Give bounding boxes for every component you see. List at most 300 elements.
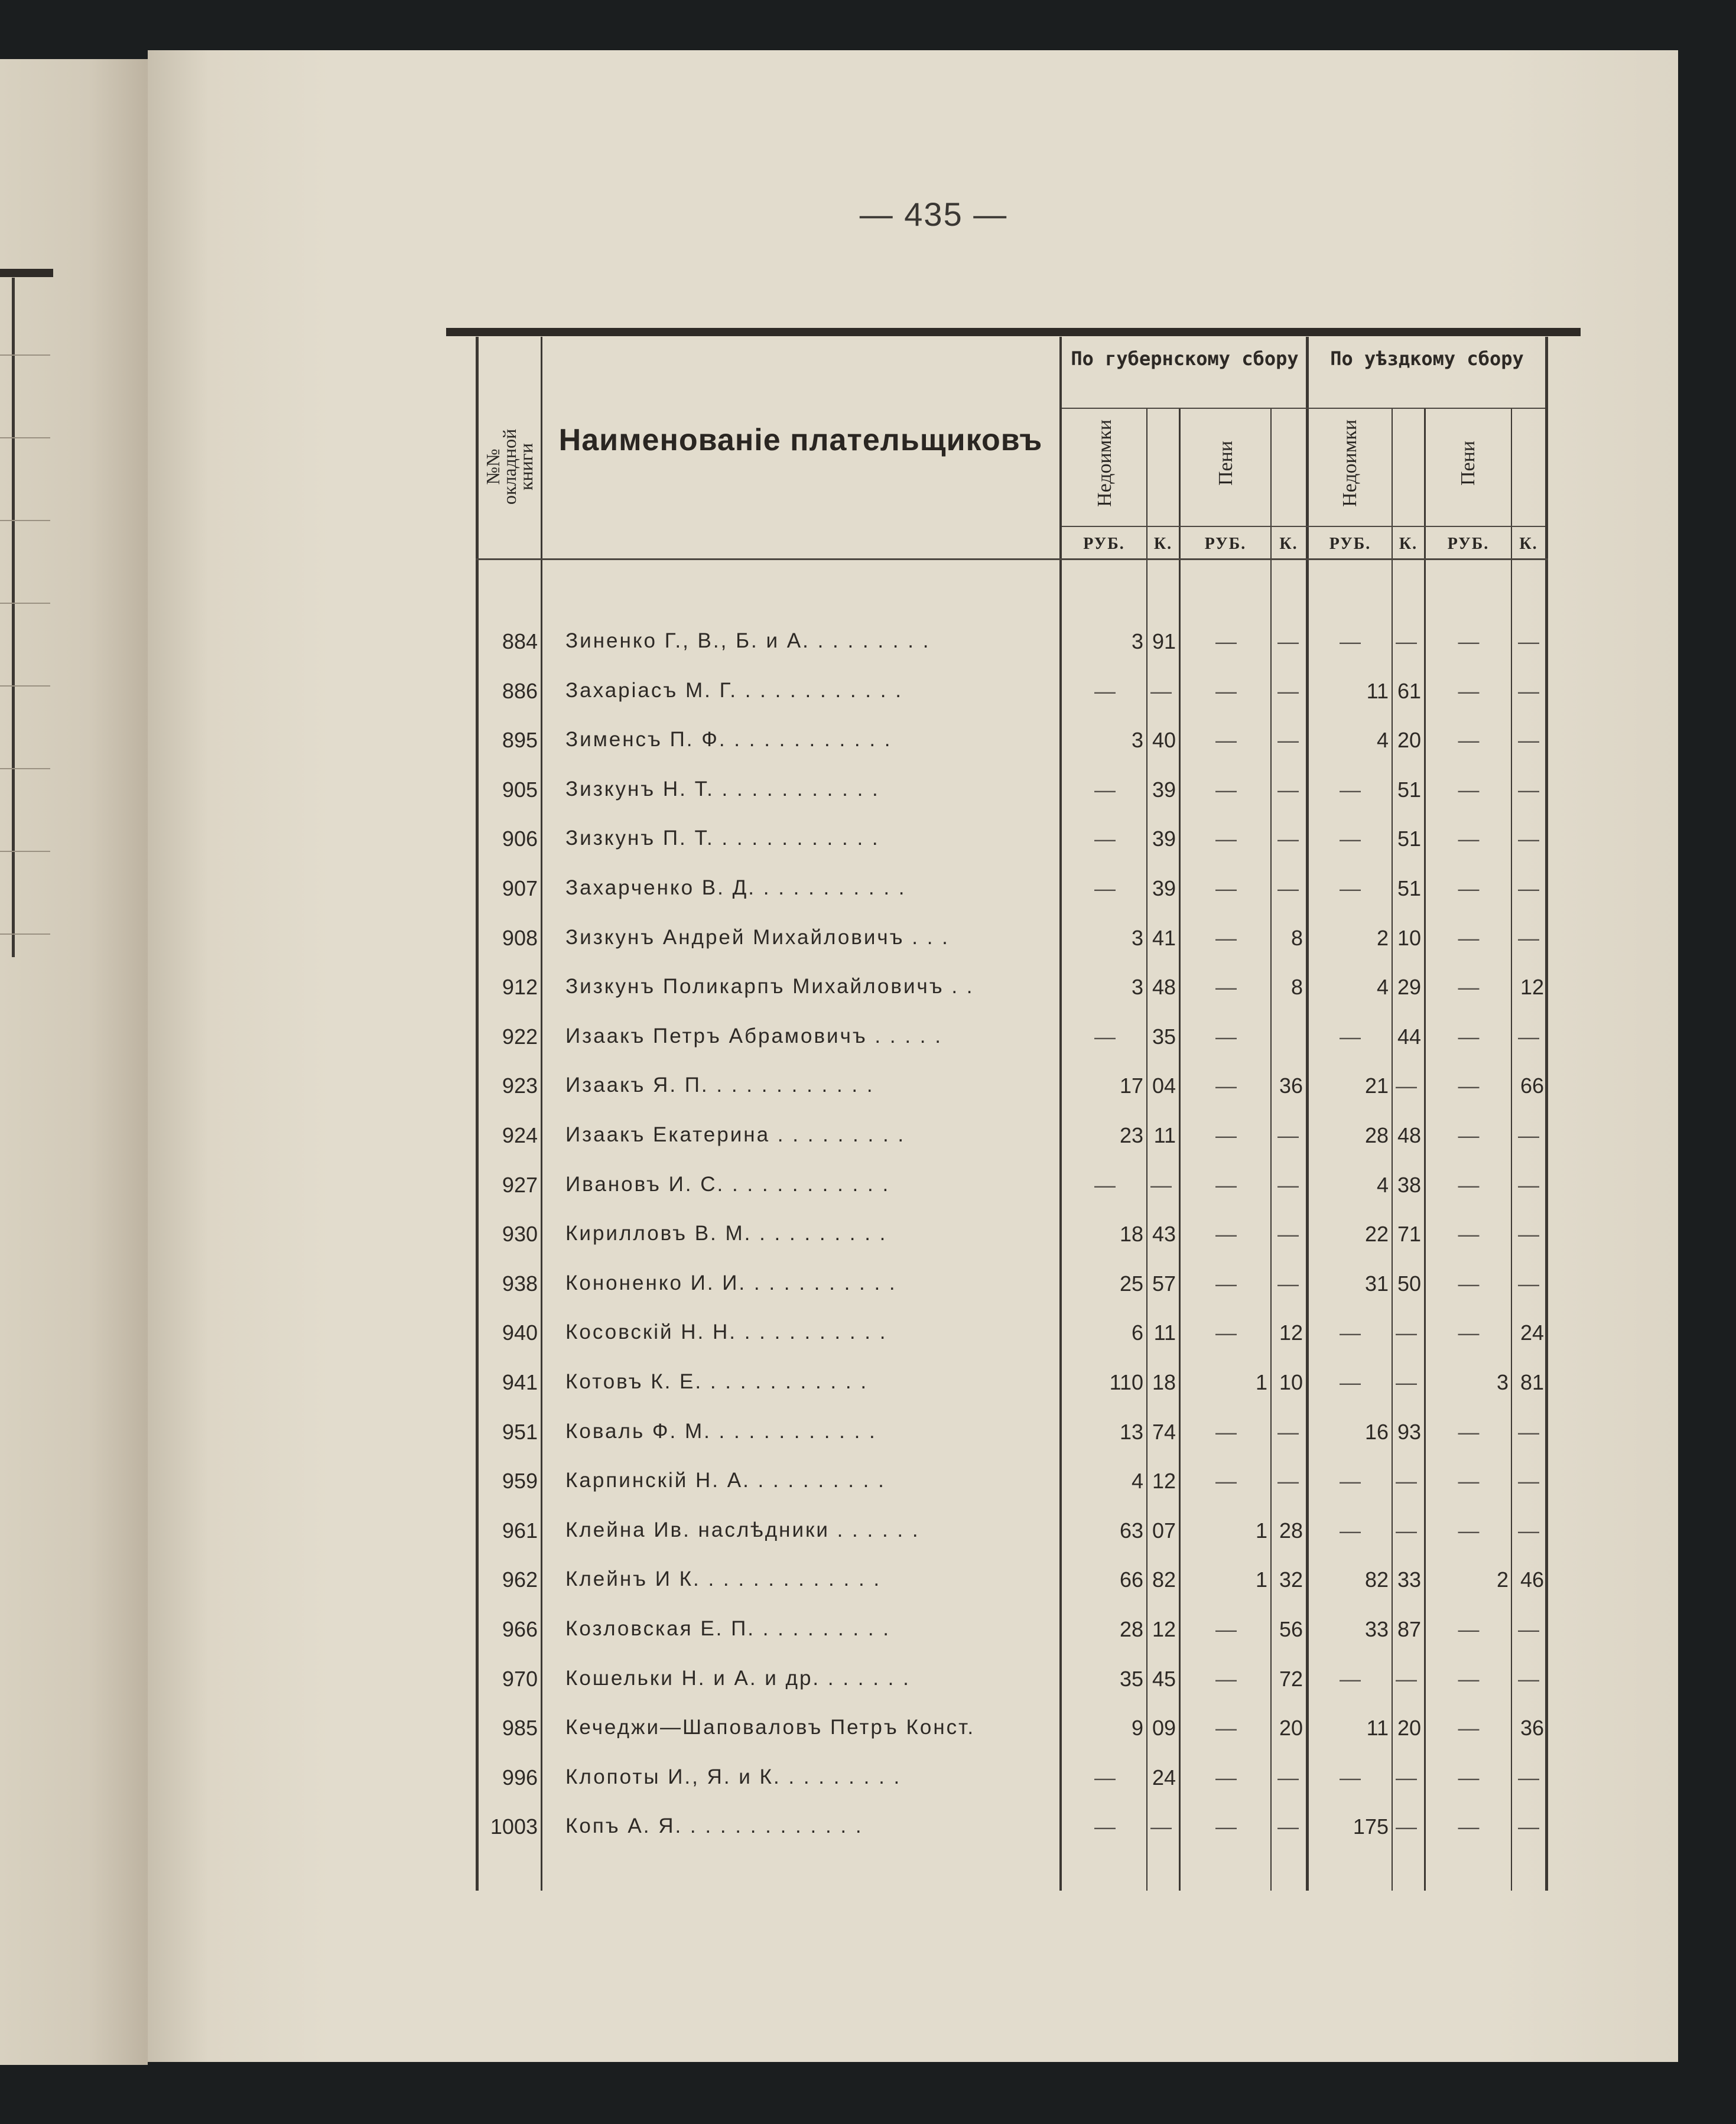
document-page	[148, 50, 1678, 2062]
amount-cell: —	[1458, 1222, 1480, 1247]
amount-cell: —	[1340, 1370, 1361, 1394]
amount-cell: —	[1458, 925, 1480, 950]
amount-cell: 24	[1520, 1320, 1544, 1345]
amount-cell: —	[1458, 1271, 1480, 1296]
left-page-row-rule	[0, 933, 50, 935]
amount-cell: —	[1458, 876, 1480, 900]
payer-name-cell: Кирилловъ В. М. . . . . . . . . .	[565, 1222, 887, 1245]
amount-cell: 1	[1255, 1567, 1267, 1592]
amount-cell: —	[1458, 629, 1480, 653]
gub-peni-heading: Пени	[1215, 440, 1237, 486]
table-row	[476, 674, 1548, 710]
amount-cell: —	[1518, 1518, 1539, 1543]
book-number-cell: 908	[502, 925, 538, 950]
book-number-cell: 907	[502, 876, 538, 900]
amount-cell: —	[1215, 777, 1237, 802]
amount-cell: 74	[1152, 1419, 1176, 1444]
payer-name-cell: Зизкунъ Андрей Михайловичъ . . .	[565, 925, 950, 949]
amount-cell: —	[1458, 777, 1480, 802]
amount-cell: —	[1277, 728, 1299, 753]
amount-cell: 18	[1119, 1222, 1143, 1247]
table-row	[476, 1514, 1548, 1549]
amount-cell: 45	[1152, 1666, 1176, 1691]
amount-cell: —	[1340, 827, 1361, 851]
payer-name-cell: Кононенко И. И. . . . . . . . . . .	[565, 1271, 897, 1294]
amount-cell: —	[1518, 1172, 1539, 1197]
amount-cell: —	[1215, 678, 1237, 703]
amount-cell: —	[1215, 827, 1237, 851]
amount-cell: 63	[1119, 1518, 1143, 1543]
amount-cell: 48	[1152, 975, 1176, 1000]
amount-cell: 39	[1152, 876, 1176, 900]
amount-cell: —	[1396, 1074, 1417, 1098]
amount-cell: 20	[1397, 1716, 1421, 1741]
amount-cell: 16	[1364, 1419, 1389, 1444]
amount-cell: —	[1215, 1814, 1237, 1839]
table-row	[476, 773, 1548, 808]
amount-cell: 44	[1397, 1024, 1421, 1049]
amount-cell: 3	[1131, 975, 1143, 1000]
amount-cell: —	[1518, 1666, 1539, 1691]
book-number-cell: 923	[502, 1074, 538, 1098]
amount-cell: —	[1215, 1024, 1237, 1049]
amount-cell: —	[1215, 1716, 1237, 1741]
rub-unit: РУБ.	[1447, 535, 1490, 553]
payers-table	[476, 337, 1548, 1891]
table-rule	[1545, 337, 1548, 1891]
kop-unit: К.	[1153, 535, 1173, 553]
header-rule	[1062, 408, 1545, 409]
amount-cell: —	[1458, 1074, 1480, 1098]
amount-cell: 09	[1152, 1716, 1176, 1741]
table-row	[476, 1316, 1548, 1351]
amount-cell: 4	[1131, 1469, 1143, 1494]
amount-cell: —	[1518, 1222, 1539, 1247]
book-number-cell: 940	[502, 1320, 538, 1345]
book-number-cell: 961	[502, 1518, 538, 1543]
amount-cell: —	[1396, 1320, 1417, 1345]
amount-cell: 8	[1290, 925, 1303, 950]
table-row	[476, 1662, 1548, 1697]
amount-cell: —	[1458, 1765, 1480, 1790]
amount-cell: —	[1518, 925, 1539, 950]
amount-cell: —	[1396, 1814, 1417, 1839]
payer-name-cell: Изаакъ Петръ Абрамовичъ . . . . .	[565, 1024, 942, 1048]
amount-cell: 61	[1397, 678, 1421, 703]
amount-cell: 04	[1152, 1074, 1176, 1098]
amount-cell: 3	[1496, 1370, 1509, 1394]
left-page-fragment	[0, 59, 148, 2065]
amount-cell: —	[1518, 1123, 1539, 1147]
table-row	[476, 1612, 1548, 1648]
amount-cell: 10	[1279, 1370, 1303, 1394]
amount-cell: —	[1458, 1617, 1480, 1641]
amount-cell: —	[1396, 1666, 1417, 1691]
left-page-row-rule	[0, 851, 50, 852]
amount-cell: —	[1396, 1370, 1417, 1394]
left-page-row-rule	[0, 354, 50, 356]
amount-cell: 12	[1152, 1617, 1176, 1641]
amount-cell: —	[1094, 1765, 1116, 1790]
amount-cell: —	[1518, 1024, 1539, 1049]
table-row	[476, 1020, 1548, 1055]
amount-cell: —	[1340, 629, 1361, 653]
amount-cell: 28	[1119, 1617, 1143, 1641]
left-page-row-rule	[0, 768, 50, 769]
kop-unit: К.	[1279, 535, 1298, 553]
kop-unit: К.	[1399, 535, 1418, 553]
amount-cell: 39	[1152, 827, 1176, 851]
amount-cell: —	[1215, 728, 1237, 753]
amount-cell: —	[1094, 777, 1116, 802]
amount-cell: —	[1215, 925, 1237, 950]
book-number-cell: 922	[502, 1024, 538, 1049]
amount-cell: 4	[1376, 975, 1389, 1000]
table-row	[476, 1711, 1548, 1746]
amount-cell: —	[1458, 827, 1480, 851]
amount-cell: 41	[1152, 925, 1176, 950]
book-number-cell: 966	[502, 1617, 538, 1641]
amount-cell: —	[1215, 975, 1237, 1000]
amount-cell: —	[1277, 1814, 1299, 1839]
amount-cell: 9	[1131, 1716, 1143, 1741]
payer-name-cell: Захаріасъ М. Г. . . . . . . . . . . .	[565, 678, 903, 702]
amount-cell: 110	[1109, 1370, 1143, 1394]
table-row	[476, 624, 1548, 660]
table-row	[476, 1464, 1548, 1500]
book-number-cell: 996	[502, 1765, 538, 1790]
amount-cell: —	[1458, 1024, 1480, 1049]
amount-cell: —	[1094, 1172, 1116, 1197]
amount-cell: 48	[1397, 1123, 1421, 1147]
amount-cell: —	[1215, 1765, 1237, 1790]
table-row	[476, 1761, 1548, 1796]
payer-name-cell: Захарченко В. Д. . . . . . . . . . .	[565, 876, 906, 899]
amount-cell: —	[1277, 777, 1299, 802]
amount-cell: —	[1396, 1518, 1417, 1543]
amount-cell: —	[1215, 1419, 1237, 1444]
amount-cell: —	[1215, 1222, 1237, 1247]
uezd-nedoimki-heading: Недоимки	[1339, 419, 1361, 507]
amount-cell: 11	[1153, 1123, 1176, 1147]
amount-cell: 66	[1520, 1074, 1544, 1098]
amount-cell: —	[1215, 1617, 1237, 1641]
amount-cell: —	[1340, 777, 1361, 802]
amount-cell: —	[1094, 1024, 1116, 1049]
amount-cell: —	[1094, 876, 1116, 900]
amount-cell: —	[1396, 1469, 1417, 1494]
amount-cell: —	[1518, 1419, 1539, 1444]
payer-name-cell: Кошельки Н. и А. и др. . . . . . .	[565, 1666, 911, 1690]
amount-cell: —	[1458, 975, 1480, 1000]
amount-cell: 11	[1366, 678, 1389, 703]
payer-name-cell: Копъ А. Я. . . . . . . . . . . . .	[565, 1814, 863, 1838]
amount-cell: 3	[1131, 925, 1143, 950]
rub-unit: РУБ.	[1329, 535, 1371, 553]
table-top-rule	[446, 328, 1581, 336]
amount-cell: 3	[1131, 728, 1143, 753]
amount-cell: 81	[1520, 1370, 1544, 1394]
amount-cell: 35	[1152, 1024, 1176, 1049]
amount-cell: —	[1396, 629, 1417, 653]
amount-cell: 66	[1119, 1567, 1143, 1592]
payer-name-cell: Зизкунъ Поликарпъ Михайловичъ . .	[565, 975, 974, 998]
amount-cell: 22	[1364, 1222, 1389, 1247]
amount-cell: —	[1458, 1814, 1480, 1839]
payer-name-cell: Зиненко Г., В., Б. и А. . . . . . . . .	[565, 629, 931, 652]
book-number-cell: 912	[502, 975, 538, 1000]
amount-cell: —	[1458, 1518, 1480, 1543]
amount-cell: —	[1094, 678, 1116, 703]
table-row	[476, 1563, 1548, 1598]
amount-cell: 46	[1520, 1567, 1544, 1592]
payer-name-cell: Клейна Ив. наслѣдники . . . . . .	[565, 1518, 920, 1541]
amount-cell: —	[1277, 678, 1299, 703]
amount-cell: 12	[1152, 1469, 1176, 1494]
book-number-cell: 906	[502, 827, 538, 851]
payer-name-cell: Ивановъ И. С. . . . . . . . . . . .	[565, 1172, 890, 1196]
amount-cell: —	[1340, 1320, 1361, 1345]
amount-cell: 39	[1152, 777, 1176, 802]
amount-cell: —	[1518, 876, 1539, 900]
amount-cell: 51	[1397, 777, 1421, 802]
amount-cell: —	[1458, 1172, 1480, 1197]
table-rule	[541, 337, 542, 1891]
book-number-cell: 962	[502, 1567, 538, 1592]
header-rule	[1062, 526, 1545, 527]
amount-cell: —	[1518, 678, 1539, 703]
kop-unit: К.	[1519, 535, 1538, 553]
amount-cell: 11	[1153, 1320, 1176, 1345]
amount-cell: —	[1150, 1814, 1172, 1839]
amount-cell: 07	[1152, 1518, 1176, 1543]
amount-cell: —	[1094, 827, 1116, 851]
book-number-cell: 886	[502, 678, 538, 703]
amount-cell: 24	[1152, 1765, 1176, 1790]
amount-cell: 28	[1279, 1518, 1303, 1543]
amount-cell: 57	[1152, 1271, 1176, 1296]
amount-cell: 20	[1397, 728, 1421, 753]
amount-cell: 51	[1397, 876, 1421, 900]
book-number-cell: 959	[502, 1469, 538, 1494]
amount-cell: —	[1518, 1271, 1539, 1296]
amount-cell: 13	[1119, 1419, 1143, 1444]
table-row	[476, 1415, 1548, 1450]
payer-name-cell: Изаакъ Екатерина . . . . . . . . .	[565, 1123, 906, 1146]
book-number-cell: 941	[502, 1370, 538, 1394]
amount-cell: —	[1150, 678, 1172, 703]
amount-cell: —	[1215, 876, 1237, 900]
amount-cell: 29	[1397, 975, 1421, 1000]
amount-cell: —	[1458, 1123, 1480, 1147]
book-number-cell: 884	[502, 629, 538, 653]
amount-cell: —	[1518, 1765, 1539, 1790]
table-row	[476, 822, 1548, 857]
table-rule	[476, 337, 479, 1891]
amount-cell: 56	[1279, 1617, 1303, 1641]
rub-unit: РУБ.	[1204, 535, 1247, 553]
amount-cell: 12	[1279, 1320, 1303, 1345]
payer-name-cell: Карпинскій Н. А. . . . . . . . . .	[565, 1469, 886, 1492]
table-row	[476, 1217, 1548, 1253]
amount-cell: —	[1215, 629, 1237, 653]
amount-cell: 43	[1152, 1222, 1176, 1247]
amount-cell: —	[1518, 629, 1539, 653]
amount-cell: —	[1215, 1123, 1237, 1147]
amount-cell: —	[1340, 1024, 1361, 1049]
amount-cell: —	[1396, 1765, 1417, 1790]
rub-unit: РУБ.	[1083, 535, 1125, 553]
gub-nedoimki-heading: Недоимки	[1094, 419, 1116, 507]
amount-cell: —	[1518, 777, 1539, 802]
table-row	[476, 970, 1548, 1006]
book-number-cell: 985	[502, 1716, 538, 1741]
page-number: — 435 —	[859, 196, 1008, 233]
amount-cell: 2	[1376, 925, 1389, 950]
table-row	[476, 1069, 1548, 1104]
amount-cell: —	[1215, 1172, 1237, 1197]
amount-cell: 175	[1353, 1814, 1389, 1839]
amount-cell: 72	[1279, 1666, 1303, 1691]
header-bottom-rule	[476, 558, 1548, 560]
book-number-cell: 970	[502, 1666, 538, 1691]
amount-cell: —	[1458, 1469, 1480, 1494]
amount-cell: —	[1340, 1765, 1361, 1790]
amount-cell: 11	[1366, 1716, 1389, 1741]
amount-cell: —	[1277, 827, 1299, 851]
table-row	[476, 871, 1548, 907]
amount-cell: 25	[1119, 1271, 1143, 1296]
amount-cell: 3	[1131, 629, 1143, 653]
amount-cell: 31	[1364, 1271, 1389, 1296]
payer-name-cell: Клопоты И., Я. и К. . . . . . . . .	[565, 1765, 902, 1788]
table-row	[476, 1810, 1548, 1845]
book-number-heading: №№ окладной книги	[482, 428, 537, 505]
left-page-row-rule	[0, 603, 50, 604]
payer-name-cell: Котовъ К. Е. . . . . . . . . . . .	[565, 1370, 869, 1393]
amount-cell: —	[1277, 1469, 1299, 1494]
amount-cell: 4	[1376, 1172, 1389, 1197]
payers-heading: Наименованіе плательщиковъ	[558, 423, 1043, 457]
amount-cell: —	[1277, 1172, 1299, 1197]
book-number-cell: 924	[502, 1123, 538, 1147]
payer-name-cell: Зизкунъ Н. Т. . . . . . . . . . . .	[565, 777, 880, 801]
payer-name-cell: Зименсъ П. Ф. . . . . . . . . . . .	[565, 728, 892, 752]
amount-cell: 82	[1152, 1567, 1176, 1592]
payer-name-cell: Коваль Ф. М. . . . . . . . . . . .	[565, 1419, 877, 1443]
amount-cell: 20	[1279, 1716, 1303, 1741]
gub-heading: По губернскому сбору	[1071, 347, 1299, 370]
amount-cell: —	[1277, 1222, 1299, 1247]
table-row	[476, 1118, 1548, 1154]
book-number-cell: 927	[502, 1172, 538, 1197]
table-rule	[1059, 337, 1062, 1891]
book-number-cell: 895	[502, 728, 538, 753]
amount-cell: 1	[1255, 1518, 1267, 1543]
table-row	[476, 1168, 1548, 1204]
amount-cell: —	[1340, 1469, 1361, 1494]
book-number-cell: 938	[502, 1271, 538, 1296]
amount-cell: 4	[1376, 728, 1389, 753]
table-rule	[1306, 337, 1309, 1891]
amount-cell: 40	[1152, 728, 1176, 753]
left-page-row-rule	[0, 520, 50, 521]
amount-cell: —	[1215, 1074, 1237, 1098]
amount-cell: 17	[1119, 1074, 1143, 1098]
amount-cell: —	[1215, 1271, 1237, 1296]
amount-cell: 82	[1364, 1567, 1389, 1592]
amount-cell: 18	[1152, 1370, 1176, 1394]
amount-cell: —	[1340, 1518, 1361, 1543]
amount-cell: —	[1518, 1469, 1539, 1494]
amount-cell: —	[1458, 1716, 1480, 1741]
amount-cell: 87	[1397, 1617, 1421, 1641]
amount-cell: 50	[1397, 1271, 1421, 1296]
amount-cell: —	[1215, 1320, 1237, 1345]
amount-cell: —	[1518, 827, 1539, 851]
amount-cell: 21	[1364, 1074, 1389, 1098]
amount-cell: —	[1458, 1320, 1480, 1345]
amount-cell: 36	[1520, 1716, 1544, 1741]
amount-cell: —	[1458, 678, 1480, 703]
amount-cell: 10	[1397, 925, 1421, 950]
amount-cell: 28	[1364, 1123, 1389, 1147]
amount-cell: —	[1458, 1666, 1480, 1691]
payer-name-cell: Косовскій Н. Н. . . . . . . . . . .	[565, 1320, 887, 1344]
amount-cell: —	[1277, 1123, 1299, 1147]
amount-cell: —	[1094, 1814, 1116, 1839]
left-page-top-rule	[0, 269, 53, 277]
left-page-row-rule	[0, 685, 50, 687]
payer-name-cell: Зизкунъ П. Т. . . . . . . . . . . .	[565, 827, 880, 850]
amount-cell: 23	[1119, 1123, 1143, 1147]
amount-cell: —	[1340, 876, 1361, 900]
book-number-cell: 951	[502, 1419, 538, 1444]
left-page-row-rule	[0, 437, 50, 438]
left-page-column-rule	[12, 278, 15, 957]
book-number-cell: 1003	[490, 1814, 538, 1839]
amount-cell: —	[1518, 1617, 1539, 1641]
amount-cell: 91	[1152, 629, 1176, 653]
table-row	[476, 921, 1548, 957]
amount-cell: 38	[1397, 1172, 1421, 1197]
amount-cell: —	[1340, 1666, 1361, 1691]
table-row	[476, 723, 1548, 759]
payer-name-cell: Козловская Е. П. . . . . . . . . .	[565, 1617, 891, 1640]
amount-cell: 93	[1397, 1419, 1421, 1444]
amount-cell: —	[1277, 1419, 1299, 1444]
amount-cell: —	[1215, 1469, 1237, 1494]
table-row	[476, 1365, 1548, 1401]
payer-name-cell: Изаакъ Я. П. . . . . . . . . . . .	[565, 1074, 874, 1097]
amount-cell: 12	[1520, 975, 1544, 1000]
amount-cell: 6	[1131, 1320, 1143, 1345]
amount-cell: 32	[1279, 1567, 1303, 1592]
uezd-peni-heading: Пени	[1457, 440, 1479, 486]
amount-cell: 51	[1397, 827, 1421, 851]
amount-cell: —	[1277, 629, 1299, 653]
amount-cell: —	[1458, 728, 1480, 753]
amount-cell: 33	[1397, 1567, 1421, 1592]
payer-name-cell: Кечеджи—Шаповаловъ Петръ Конст.	[565, 1716, 976, 1739]
amount-cell: 8	[1290, 975, 1303, 1000]
amount-cell: —	[1215, 1666, 1237, 1691]
amount-cell: 36	[1279, 1074, 1303, 1098]
amount-cell: —	[1518, 1814, 1539, 1839]
amount-cell: 1	[1255, 1370, 1267, 1394]
amount-cell: —	[1277, 1271, 1299, 1296]
amount-cell: 35	[1119, 1666, 1143, 1691]
